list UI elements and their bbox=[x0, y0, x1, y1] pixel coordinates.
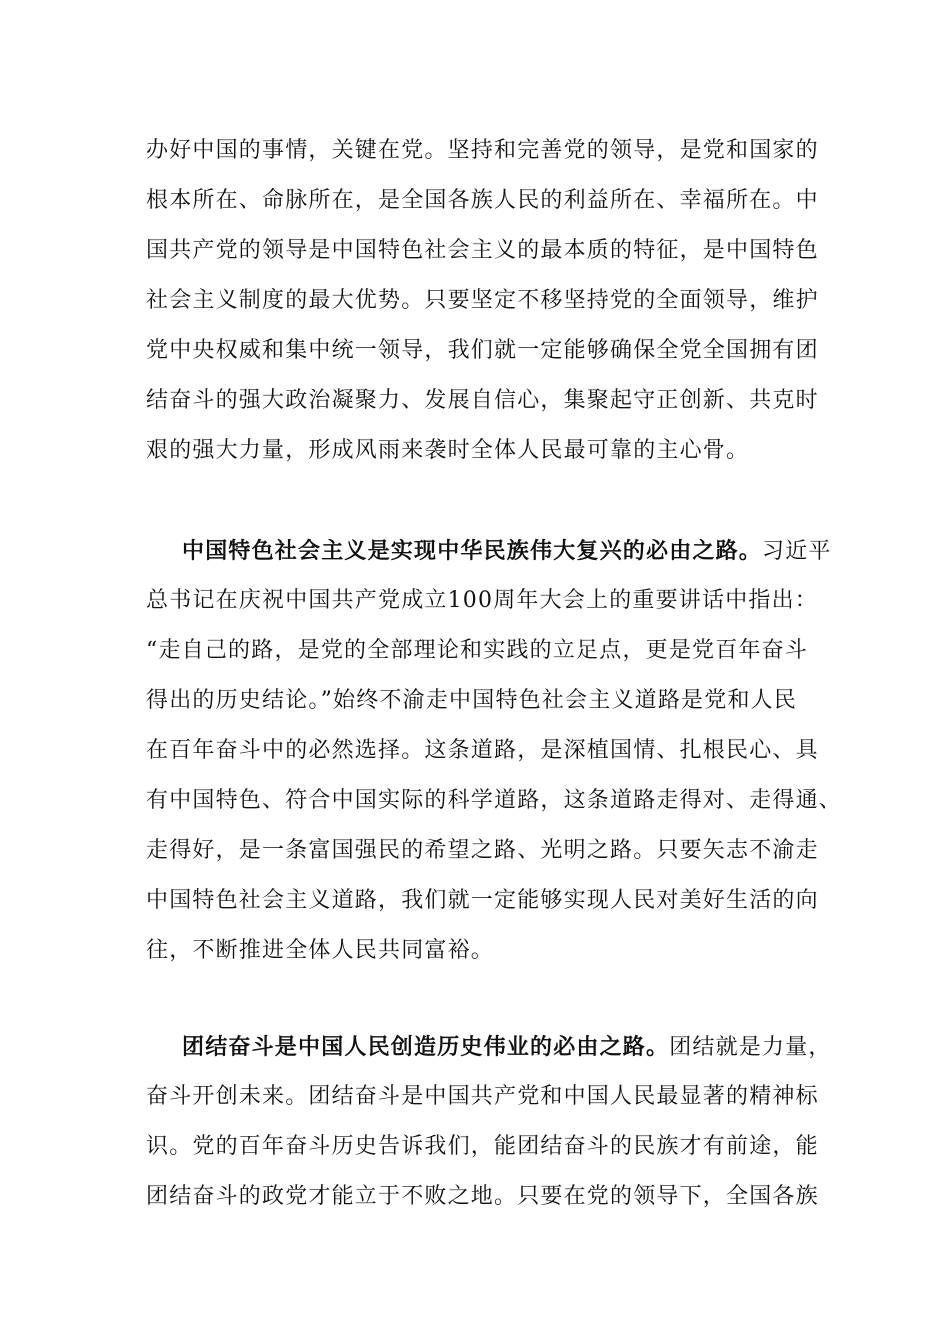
paragraph-party-leadership bbox=[146, 126, 846, 476]
text-run: 习近平 bbox=[762, 539, 832, 564]
text-line: 根本所在、命脉所在，是全国各族人民的利益所在、幸福所在。中 bbox=[146, 188, 819, 213]
paragraph-lead-heading: 中国特色社会主义是实现中华民族伟大复兴的必由之路。 bbox=[182, 538, 763, 564]
text-line: 艰的强大力量，形成风雨来袭时全体人民最可靠的主心骨。 bbox=[146, 438, 750, 463]
text-line: “走自己的路，是党的全部理论和实践的立足点，更是党百年奋斗 bbox=[146, 638, 809, 663]
text-line-first bbox=[146, 526, 846, 576]
text-line: 国共产党的领导是中国特色社会主义的最本质的特征，是中国特色 bbox=[146, 238, 819, 263]
paragraph-lead-heading: 团结奋斗是中国人民创造历史伟业的必由之路。 bbox=[182, 1034, 670, 1060]
text-line: 办好中国的事情，关键在党。坚持和完善党的领导，是党和国家的 bbox=[146, 138, 819, 163]
text-line: 走得好，是一条富国强民的希望之路、光明之路。只要矢志不渝走 bbox=[146, 838, 819, 863]
text-line: 在百年奋斗中的必然选择。这条道路，是深植国情、扎根民心、具 bbox=[146, 738, 819, 763]
text-run: 团结就是力量， bbox=[669, 1035, 832, 1060]
text-line: 社会主义制度的最大优势。只要坚定不移坚持党的全面领导，维护 bbox=[146, 288, 819, 313]
text-line: 得出的历史结论。”始终不渝走中国特色社会主义道路是党和人民 bbox=[146, 688, 798, 713]
text-line: 党中央权威和集中统一领导，我们就一定能够确保全党全国拥有团 bbox=[146, 338, 819, 363]
text-line: 团结奋斗的政党才能立于不败之地。只要在党的领导下，全国各族 bbox=[146, 1184, 819, 1209]
text-line: 往，不断推进全体人民共同富裕。 bbox=[146, 938, 495, 963]
text-line: 结奋斗的强大政治凝聚力、发展自信心，集聚起守正创新、共克时 bbox=[146, 388, 819, 413]
paragraph-socialism-path bbox=[146, 526, 846, 976]
text-line: 奋斗开创未来。团结奋斗是中国共产党和中国人民最显著的精神标 bbox=[146, 1084, 819, 1109]
text-line: 中国特色社会主义道路，我们就一定能够实现人民对美好生活的向 bbox=[146, 888, 819, 913]
text-line: 总书记在庆祝中国共产党成立100周年大会上的重要讲话中指出： bbox=[146, 588, 818, 613]
text-line-first bbox=[146, 1022, 846, 1072]
text-line: 有中国特色、符合中国实际的科学道路，这条道路走得对、走得通、 bbox=[146, 788, 843, 813]
paragraph-unity-struggle bbox=[146, 1022, 846, 1222]
text-line: 识。党的百年奋斗历史告诉我们，能团结奋斗的民族才有前途，能 bbox=[146, 1134, 819, 1159]
